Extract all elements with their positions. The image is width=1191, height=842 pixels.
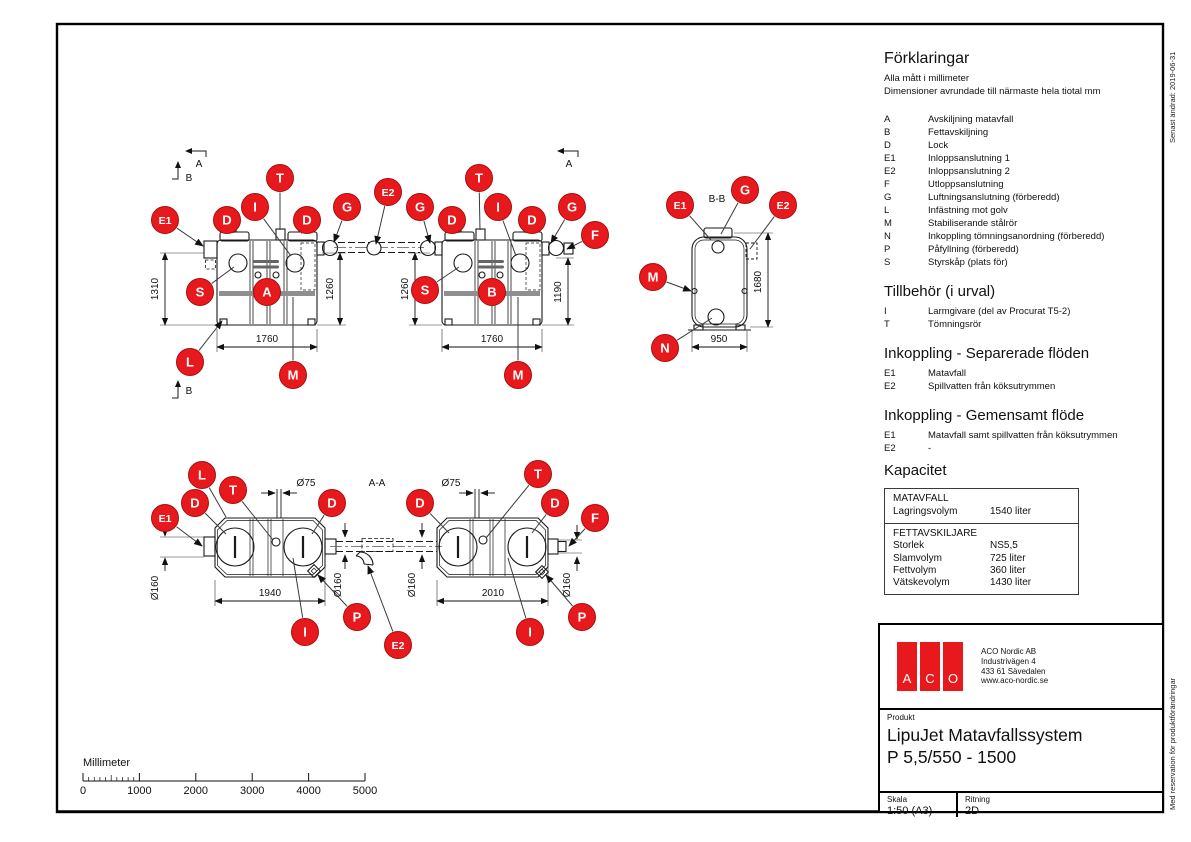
accessory-item-label: Larmgivare (del av Procurat T5-2) xyxy=(928,306,1071,317)
product-name-line: P 5,5/550 - 1500 xyxy=(887,746,1017,767)
section-label: B xyxy=(185,386,193,397)
callout-letter: T xyxy=(534,466,542,482)
view-elevation-tank-a xyxy=(204,226,338,325)
ruler-tick-label: 1000 xyxy=(127,785,152,797)
capacity-row-label: Slamvolym xyxy=(893,552,942,564)
connection-item-code: E1 xyxy=(884,368,896,379)
connection-item-label: - xyxy=(928,443,932,454)
dimension-text: 1190 xyxy=(553,281,564,303)
aco-logo xyxy=(897,642,963,691)
dimension-text: Ø75 xyxy=(296,478,316,489)
ruler-tick-label: 2000 xyxy=(183,785,209,797)
callout-letter: M xyxy=(647,269,659,285)
callout-G xyxy=(407,194,434,244)
dimension-text: Ø75 xyxy=(441,478,461,489)
legend-item-code: M xyxy=(884,218,892,229)
legend-item xyxy=(884,152,1166,165)
scale-cell xyxy=(880,793,958,817)
capacity-row-value: 360 liter xyxy=(990,564,1026,576)
callout-letter: F xyxy=(591,227,599,243)
callout-letter: G xyxy=(566,199,578,215)
dimension-text: Ø160 xyxy=(407,572,418,598)
callout-letter: T xyxy=(475,170,483,186)
callout-letter: S xyxy=(420,282,430,298)
ruler-label: Millimeter xyxy=(83,757,131,769)
legend-item-code: B xyxy=(884,127,891,138)
callout-letter: D xyxy=(527,212,537,228)
legend-item-label: Fettavskiljning xyxy=(928,127,989,138)
capacity-header: FETTAVSKILJARE xyxy=(893,527,978,539)
capacity-row-value: NS5,5 xyxy=(990,540,1018,552)
company-address xyxy=(981,647,1048,685)
accessory-item-code: T xyxy=(884,319,890,330)
callout-letter: D xyxy=(222,212,232,228)
callout-T xyxy=(220,477,274,541)
callout-B xyxy=(479,279,506,306)
capacity-section-matavfall xyxy=(885,489,1078,523)
legend-item xyxy=(884,204,1166,217)
dimension-text: 1260 xyxy=(400,277,411,301)
callout-letter: M xyxy=(287,367,299,383)
legend-item-code: E1 xyxy=(884,153,896,164)
accessory-item xyxy=(884,318,1166,331)
capacity-row xyxy=(885,506,1078,518)
capacity-row xyxy=(885,553,1078,565)
drawing-type-label: Ritning xyxy=(965,795,990,804)
aco-logo-letter: A xyxy=(897,642,917,691)
section-label: B xyxy=(185,173,193,184)
aco-logo-letter: C xyxy=(920,642,940,691)
section-label: B-B xyxy=(708,194,726,205)
legend-item-code: S xyxy=(884,257,891,268)
legend-item xyxy=(884,126,1166,139)
callout-G xyxy=(334,194,361,243)
dimension-text: 2010 xyxy=(481,588,505,599)
last-modified-note: Senast ändrad: 2019-06-31 xyxy=(1168,51,1177,143)
legend-title: Förklaringar xyxy=(884,50,970,67)
connection-item-label: Matavfall xyxy=(928,368,967,379)
callout-letter: S xyxy=(195,284,205,300)
callout-letter: D xyxy=(302,212,312,228)
legend-item-label: Utloppsanslutning xyxy=(928,179,1004,190)
capacity-row xyxy=(885,565,1078,577)
legend-item-code: F xyxy=(884,179,890,190)
legend-item xyxy=(884,165,1166,178)
legend-item-code: L xyxy=(884,205,890,216)
callout-T xyxy=(267,165,294,231)
legend-item-code: G xyxy=(884,192,892,203)
legend-item-label: Stabiliserande stålrör xyxy=(928,218,1018,229)
callout-letter: E1 xyxy=(673,199,687,212)
dimension-text: 1680 xyxy=(753,270,764,294)
ruler-tick-label: 4000 xyxy=(296,785,321,797)
legend-item-label: Inloppsanslutning 2 xyxy=(928,166,1010,177)
callout-G xyxy=(551,194,586,244)
ruler-tick-label: 0 xyxy=(79,785,87,797)
callout-letter: T xyxy=(229,482,237,498)
connection-item xyxy=(884,380,1166,393)
callout-I xyxy=(242,194,292,257)
legend-item-label: Inkoppling tömningsanordning (förberedd) xyxy=(928,231,1105,242)
callout-letter: D xyxy=(327,495,337,511)
capacity-row-label: Lagringsvolym xyxy=(893,505,958,517)
company-address-line: ACO Nordic AB xyxy=(981,647,1037,657)
callout-letter: I xyxy=(528,624,532,640)
callout-G xyxy=(721,177,759,235)
connection-common-title: Inkoppling - Gemensamt flöde xyxy=(884,407,1085,424)
callout-letter: I xyxy=(253,199,257,215)
legend-item-label: Lock xyxy=(928,140,949,151)
legend-item-label: Påfyllning (förberedd) xyxy=(928,244,1019,255)
legend-item-label: Styrskåp (plats för) xyxy=(928,257,1008,268)
dimension-lines xyxy=(160,233,773,606)
accessory-item xyxy=(884,305,1166,318)
callout-letter: L xyxy=(186,354,194,370)
capacity-title: Kapacitet xyxy=(884,462,947,479)
dimension-text: 1260 xyxy=(325,277,336,301)
legend-note: Dimensioner avrundade till närmaste hela tiotal mm xyxy=(884,85,1101,97)
callout-L xyxy=(177,321,223,376)
callout-S xyxy=(412,267,460,304)
callout-letter: E2 xyxy=(391,639,405,652)
reservation-note: Med reservation för produktförändringar xyxy=(1168,677,1177,810)
callout-letter: T xyxy=(276,170,284,186)
dimension-text: 1940 xyxy=(258,588,282,599)
legend-item xyxy=(884,230,1166,243)
callout-S xyxy=(187,267,235,306)
callout-letter: B xyxy=(487,284,497,300)
legend-list xyxy=(884,113,1166,269)
callout-letter: D xyxy=(550,495,560,511)
dimension-text: 950 xyxy=(710,334,728,345)
callout-letter: G xyxy=(414,199,426,215)
callout-letter: A xyxy=(262,284,272,300)
legend-item-code: E2 xyxy=(884,166,896,177)
accessories-list xyxy=(884,305,1166,331)
callout-letter: I xyxy=(496,199,500,215)
callout-letter: L xyxy=(198,467,206,483)
connection-item-code: E2 xyxy=(884,443,896,454)
callout-letter: E2 xyxy=(776,199,790,212)
callout-D xyxy=(532,490,569,534)
company-address-line: Industrivägen 4 xyxy=(981,656,1036,666)
capacity-section-fettavskiljare xyxy=(885,523,1078,595)
callout-letter: D xyxy=(415,495,425,511)
legend-item xyxy=(884,113,1166,126)
company-address-line: www.aco-nordic.se xyxy=(981,676,1049,686)
legend-item-code: D xyxy=(884,140,891,151)
capacity-row-label: Storlek xyxy=(893,540,925,552)
callout-letter: E1 xyxy=(158,512,172,525)
callout-D xyxy=(294,207,321,234)
ruler-tick-label: 5000 xyxy=(352,785,378,797)
dimension-text: Ø160 xyxy=(150,575,161,601)
callout-E1 xyxy=(152,207,204,247)
capacity-row xyxy=(885,577,1078,589)
callout-letter: G xyxy=(341,199,353,215)
callout-D xyxy=(312,490,346,535)
ruler-tick-label: 3000 xyxy=(239,785,265,797)
callout-A xyxy=(254,279,281,306)
title-block-product-row xyxy=(880,710,1162,793)
connection-common-list xyxy=(884,429,1166,455)
callout-D xyxy=(407,490,450,534)
connection-item xyxy=(884,367,1166,380)
callout-letter: N xyxy=(660,340,670,356)
callout-letter: P xyxy=(577,609,587,625)
section-label: A xyxy=(565,159,573,170)
explanations-panel xyxy=(884,50,1166,455)
legend-item xyxy=(884,139,1166,152)
callout-letter: D xyxy=(190,495,200,511)
view-section-bb xyxy=(688,228,757,330)
title-block-logo-row xyxy=(880,625,1162,710)
dimension-text: Ø160 xyxy=(562,572,573,598)
legend-item-label: Infästning mot golv xyxy=(928,205,1008,216)
pipe-connection-bottom xyxy=(330,539,442,552)
legend-item-code: P xyxy=(884,244,891,255)
callout-E1 xyxy=(667,192,712,241)
capacity-row-label: Fettvolym xyxy=(893,564,937,576)
capacity-row xyxy=(885,540,1078,552)
capacity-row-value: 1430 liter xyxy=(990,577,1032,589)
callout-E2 xyxy=(375,179,402,245)
section-label: A xyxy=(195,159,203,170)
connection-item-code: E1 xyxy=(884,430,896,441)
section-cut-symbols xyxy=(172,148,578,398)
callout-letter: F xyxy=(591,510,599,526)
accessories-title: Tillbehör (i urval) xyxy=(884,283,996,300)
scale-ruler xyxy=(80,757,377,797)
callout-E2 xyxy=(750,192,797,250)
callout-letter: P xyxy=(352,609,362,625)
title-block xyxy=(878,623,1164,817)
dimension-text: Ø160 xyxy=(333,572,344,598)
callout-D xyxy=(182,490,227,535)
callout-F xyxy=(569,505,609,547)
legend-item-label: Luftningsanslutning (förberedd) xyxy=(928,192,1060,203)
capacity-header: MATAVFALL xyxy=(893,493,949,504)
accessory-item-label: Tömningsrör xyxy=(928,319,982,330)
company-address-line: 433 61 Sävedalen xyxy=(981,666,1046,676)
connection-item xyxy=(884,429,1166,442)
legend-item xyxy=(884,191,1166,204)
callout-P xyxy=(318,575,371,631)
product-label: Produkt xyxy=(887,713,915,722)
drawing-type-value: 2D xyxy=(965,805,980,817)
callout-letter: G xyxy=(739,182,751,198)
capacity-row-label: Vätskevolym xyxy=(893,577,950,589)
capacity-row-value: 1540 liter xyxy=(990,505,1032,517)
callout-letter: E2 xyxy=(381,186,395,199)
section-label: A-A xyxy=(368,478,386,489)
legend-note: Alla mått i millimeter xyxy=(884,73,969,84)
legend-item-label: Avskiljning matavfall xyxy=(928,114,1014,125)
callout-M xyxy=(505,297,532,389)
legend-item xyxy=(884,256,1166,269)
callout-E2 xyxy=(368,566,412,659)
aco-logo-letter: O xyxy=(943,642,963,691)
view-elevation-tank-b xyxy=(421,226,574,325)
legend-item-code: N xyxy=(884,231,891,242)
legend-item xyxy=(884,178,1166,191)
legend-item xyxy=(884,243,1166,256)
callout-D xyxy=(214,207,241,234)
callout-letter: E1 xyxy=(158,214,172,227)
connection-item-label: Matavfall samt spillvatten från köksutrymmen xyxy=(928,430,1118,441)
product-name-line: LipuJet Matavfallssystem xyxy=(887,725,1083,745)
legend-item xyxy=(884,217,1166,230)
title-block-bottom-row xyxy=(880,793,1162,817)
scale-value: 1:50 (A3) xyxy=(887,805,933,817)
drawing-type-cell xyxy=(958,793,1162,817)
callout-M xyxy=(640,264,692,292)
product-name xyxy=(887,725,1155,768)
connection-item-code: E2 xyxy=(884,381,896,392)
callout-letter: I xyxy=(303,624,307,640)
callout-D xyxy=(439,207,466,234)
dimension-text: 1310 xyxy=(150,277,161,301)
connection-item-label: Spillvatten från köksutrymmen xyxy=(928,381,1056,392)
callout-I xyxy=(292,558,319,646)
dimension-text: 1760 xyxy=(480,334,504,345)
scale-label: Skala xyxy=(887,795,908,804)
callout-letter: D xyxy=(447,212,457,228)
callout-I xyxy=(508,558,544,646)
dimension-text: 1760 xyxy=(255,334,279,345)
connection-separate-title: Inkoppling - Separerade flöden xyxy=(884,345,1090,362)
legend-item-code: A xyxy=(884,114,891,125)
legend-item-label: Inloppsanslutning 1 xyxy=(928,153,1010,164)
accessory-item-code: I xyxy=(884,306,887,317)
capacity-table xyxy=(884,488,1079,595)
connection-item xyxy=(884,442,1166,455)
callout-D xyxy=(519,207,546,234)
callout-letter: M xyxy=(512,367,524,383)
capacity-section xyxy=(884,462,1084,595)
connection-separate-list xyxy=(884,367,1166,393)
callout-M xyxy=(280,297,307,389)
capacity-row-value: 725 liter xyxy=(990,552,1026,564)
